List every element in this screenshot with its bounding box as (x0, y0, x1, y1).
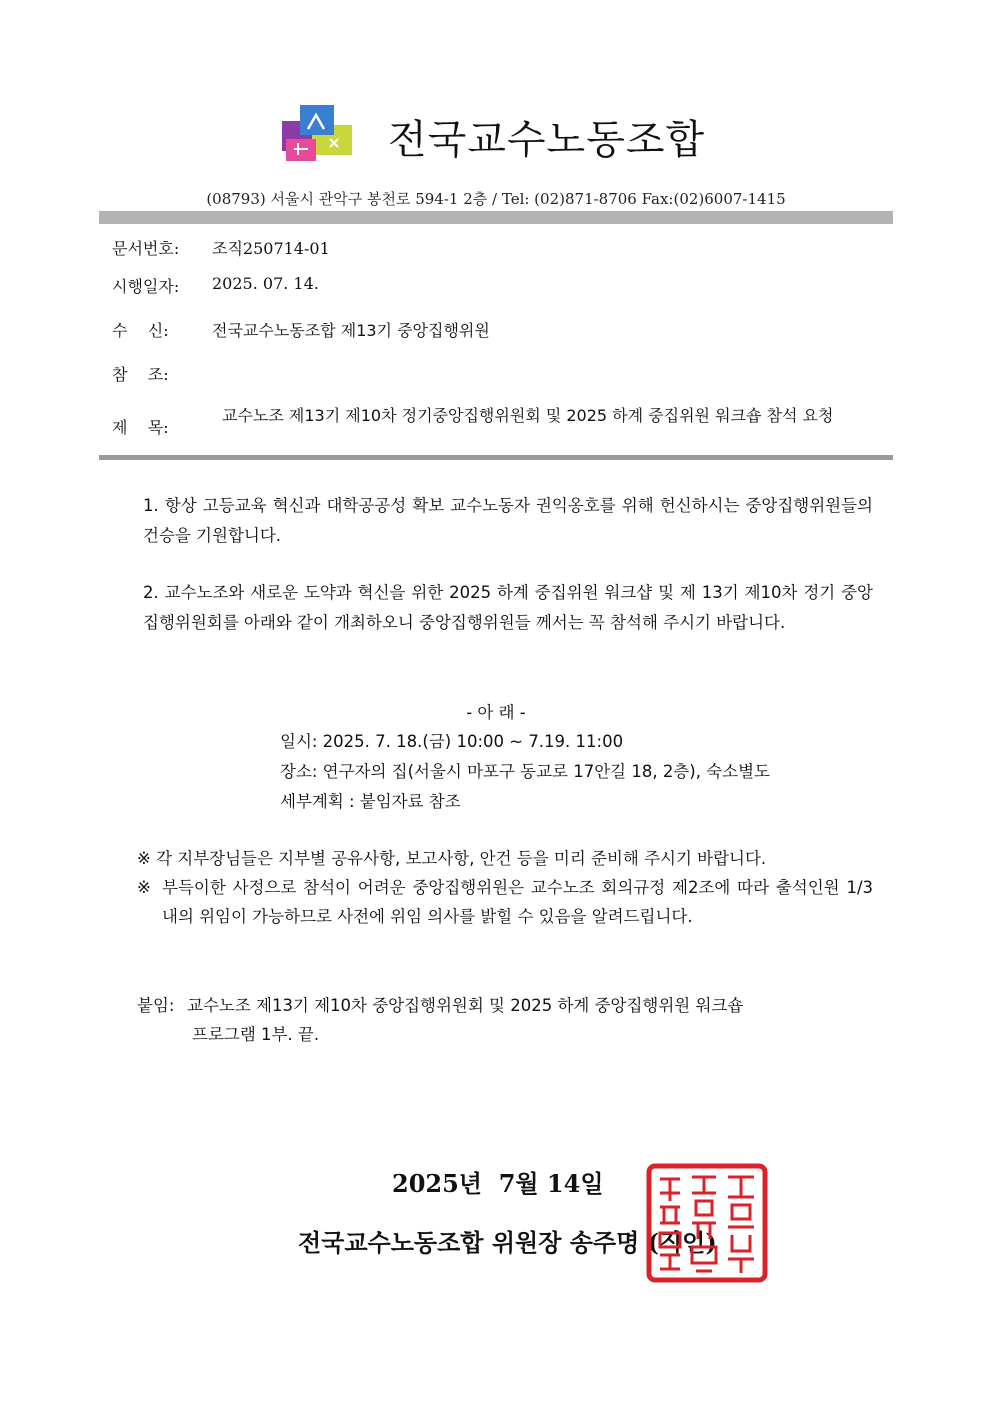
attachment-line-1: 교수노조 제13기 제10차 중앙집행위원회 및 2025 하계 중앙집행위원 워크숍 (187, 996, 744, 1015)
detail-datetime: 일시: 2025. 7. 18.(금) 10:00 ~ 7.19. 11:00 (280, 732, 624, 751)
body-paragraph-1: 1. 항상 고등교육 혁신과 대학공공성 확보 교수노동자 권익옹호를 위해 헌신하시는 중앙집행위원들의 건승을 기원합니다. (143, 496, 873, 545)
note-2: 부득이한 사정으로 참석이 어려운 중앙집행위원은 교수노조 회의규정 제2조에 따라 출석인원 1/3 내의 위임이 가능하므로 사전에 위임 의사를 밝힐 수 있음을 알려드립니다. (162, 878, 873, 926)
contact-line: (08793) 서울시 관악구 봉천로 594-1 2층 / Tel: (02)871-8706 Fax:(02)6007-1415 (206, 190, 786, 208)
recipient-value: 전국교수노동조합 제13기 중앙집행위원 (212, 321, 490, 340)
subject-label: 제 목: (112, 418, 169, 437)
note-1: ※ 각 지부장님들은 지부별 공유사항, 보고사항, 안건 등을 미리 준비해 주시기 바랍니다. (137, 849, 767, 868)
recipient-label: 수 신: (112, 321, 169, 340)
header-rule-top (99, 211, 893, 224)
reference-label: 참 조: (112, 365, 169, 384)
subject-value: 교수노조 제13기 제10차 정기중앙집행위원회 및 2025 하계 중집위원 워크숍 참석 요청 (222, 406, 834, 425)
union-logo-icon (282, 103, 354, 163)
detail-venue: 장소: 연구자의 집(서울시 마포구 동교로 17안길 18, 2층), 숙소별도 (280, 762, 770, 781)
header-rule-bottom (99, 455, 893, 460)
issue-date-value: 2025. 07. 14. (212, 274, 319, 293)
body-paragraph-2: 2. 교수노조와 새로운 도약과 혁신을 위한 2025 하계 중집위원 워크샵 및 제 13기 제10차 정기 중앙집행위원회를 아래와 같이 개최하오니 중앙집행위원들 께서는 꼭 참석해 주시기 바랍니다. (143, 583, 873, 632)
doc-number-value: 조직250714-01 (212, 239, 330, 258)
org-title: 전국교수노동조합 (388, 117, 706, 163)
footer-date: 2025년 7월 14일 (392, 1169, 604, 1198)
official-seal-icon (646, 1163, 768, 1283)
note-2-mark: ※ (137, 878, 151, 897)
below-heading: - 아 래 - (466, 703, 526, 722)
signature-line: 전국교수노동조합 위원장 송주명 (직인) (298, 1228, 717, 1257)
attachment-line-2: 프로그램 1부. 끝. (192, 1025, 320, 1044)
attachment-label: 붙임: (137, 996, 175, 1015)
detail-plan: 세부계획 : 붙임자료 참조 (280, 792, 461, 811)
issue-date-label: 시행일자: (112, 277, 180, 296)
doc-number-label: 문서번호: (112, 239, 180, 258)
